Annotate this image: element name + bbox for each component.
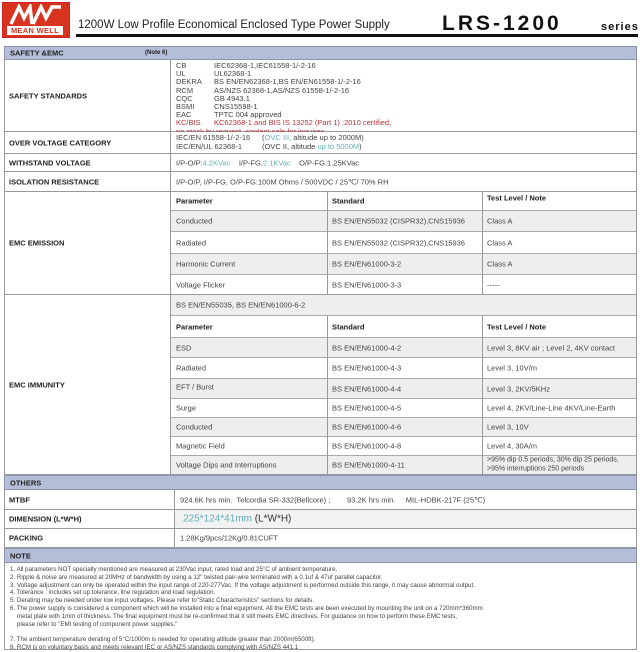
note-item: 4. Tolerance : includes set up tolerance, line regulation and load regulation.	[10, 589, 216, 597]
note-item: 1. All parameters NOT specially mentioned are measured at 230Vac input, rated load and 25°C of ambient temperature.	[10, 566, 338, 573]
note-item: 7. The ambient temperature derating of 5°C/1000m is needed for operating altitude greater than 2000m(6500ft).	[10, 636, 316, 644]
section-header-safety-emc	[4, 46, 637, 60]
section-title: SAFETY &EMC	[10, 48, 64, 58]
table-row: EFT / Burst BS EN/EN61000-4-4 Level 3, 2KV/5KHz	[171, 379, 636, 399]
section-header-others	[4, 475, 637, 490]
section-title: OTHERS	[10, 478, 42, 487]
immunity-table	[171, 316, 636, 474]
note-item: metal plate with 1mm of thickness. The final equipment must be re-confirmed that it still meets EMC directives. For guidance on how to perform these EMC tests,	[10, 612, 457, 620]
notes-list	[4, 562, 637, 650]
section-header-note	[4, 548, 637, 563]
note-item: 8. RCM is on voluntary basis and meets relevant IEC or AS/NZS standards complying with AS/NZS 441.1	[10, 643, 299, 651]
row-dimension	[4, 510, 637, 529]
row-label: EMC IMMUNITY	[9, 380, 65, 389]
table-row: Radiated BS EN/EN61000-4-3 Level 3, 10V/m	[171, 358, 636, 379]
title-bar	[76, 12, 639, 37]
packing-value: 1.28Kg/9pcs/12Kg/0.81CUFT	[180, 533, 278, 543]
row-label: SAFETY STANDARDS	[9, 91, 88, 100]
dimension-value: 225*124*41mm (L*W*H)	[183, 513, 292, 525]
mtbf-value: 924.6K hrs min. Telcordia SR-332(Bellcore) ; 93.2K hrs min. MIL-HDBK-217F (25℃)	[180, 495, 486, 504]
list-item: EAC TPTC 004 approved	[176, 110, 282, 120]
row-packing	[4, 529, 637, 548]
over-voltage-value: IEC/EN 61558-1/-2-16 (OVC III, altitude up to 2000M) IEC/EN/UL 62368-1 (OVC II, altitude up to 5000M)	[176, 133, 364, 151]
row-label: OVER VOLTAGE CATEGORY	[9, 138, 112, 147]
model-name: LRS-1200	[442, 12, 562, 35]
withstand-voltage-value: I/P-O/P:4.2KVac I/P-FG:2.1KVac O/P-FG:1.25KVac	[176, 158, 360, 167]
immunity-standards: BS EN/EN55035, BS EN/EN61000-6-2	[171, 295, 636, 316]
isolation-value: I/P-O/P, I/P-FG, O/P-FG:100M Ohms / 500VDC / 25℃/ 70% RH	[176, 177, 389, 186]
logo-brand-text: MEAN WELL	[7, 26, 63, 35]
row-label: PACKING	[9, 533, 44, 543]
row-label: DIMENSION (L*W*H)	[9, 514, 82, 524]
product-subtitle: 1200W Low Profile Economical Enclosed Type Power Supply	[78, 19, 390, 31]
note-item: 2. Ripple & noise are measured at 20MHz of bandwidth by using a 12" twisted pair-wire terminated with a 0.1uf & 47uf parallel capacitor.	[10, 573, 383, 581]
table-row: Magnetic Field BS EN/EN61000-4-8 Level 4, 30A/m	[171, 437, 636, 456]
row-over-voltage-category	[4, 132, 637, 154]
row-withstand-voltage	[4, 154, 637, 172]
table-row: Harmonic Current BS EN/EN61000-3-2 Class A	[171, 254, 636, 275]
section-note: (Note 6)	[145, 50, 168, 56]
table-row: Conducted BS EN/EN61000-4-6 Level 3, 10V	[171, 418, 636, 437]
row-emc-immunity	[4, 295, 637, 475]
emission-table	[171, 192, 636, 294]
list-item: RCM AS/NZS 62368-1,AS/NZS 61558-1/-2-16	[176, 85, 350, 95]
table-row: Surge BS EN/EN61000-4-5 Level 4, 2KV/Line-Line 4KV/Line-Earth	[171, 399, 636, 418]
section-title: NOTE	[10, 551, 31, 560]
table-header-row: Parameter Standard Test Level / Note	[171, 316, 636, 338]
row-mtbf	[4, 490, 637, 510]
table-row: Voltage Dips and Interruptions BS EN/EN61000-4-11 >95% dip 0.5 periods, 30% dip 25 periods, >95% interruptions 250 periods	[171, 456, 636, 474]
row-label: MTBF	[9, 495, 30, 504]
series-label: series	[601, 21, 639, 33]
list-item: KC/BIS KC62368-1 and BIS IS 13252 (Part 1) :2010 certified,	[176, 118, 392, 128]
table-row: Radiated BS EN/EN55032 (CISPR32),CNS15936 Class A	[171, 232, 636, 254]
row-emc-emission	[4, 192, 637, 295]
safety-standards-list	[176, 62, 391, 136]
list-item: DEKRA BS EN/EN62368-1,BS EN/EN61558-1/-2-16	[176, 77, 361, 87]
row-label: EMC EMISSION	[9, 238, 65, 248]
row-label: ISOLATION RESISTANCE	[9, 177, 100, 186]
note-item: 3. Voltage adjustment can only be operated within the input range of 220-277Vac. If the voltage adjustment is performed outside this range, it may cause abnormal output.	[10, 581, 475, 589]
row-isolation-resistance	[4, 172, 637, 192]
mean-well-logo	[2, 2, 70, 38]
table-row: ESD BS EN/EN61000-4-2 Level 3, 8KV air ; Level 2, 4KV contact	[171, 338, 636, 358]
note-item: please refer to "EMI testing of component power supplies."	[10, 620, 178, 628]
table-header-row: Parameter Standard Test Level / Note	[171, 192, 636, 211]
list-item: CQC GB 4943.1	[176, 93, 250, 103]
row-safety-standards	[4, 60, 637, 132]
list-item: BSMI CNS15598-1	[176, 102, 258, 112]
note-item: 6. The power supply is considered a component which will be installed into a final equipment. All the EMC tests are been executed by mounting the unit on a 720mm*360mm	[10, 604, 483, 612]
table-row: Voltage Flicker BS EN/EN61000-3-3 -----	[176, 280, 500, 289]
mw-logo-icon	[9, 4, 63, 26]
note-spacer	[10, 628, 636, 636]
table-row: Conducted BS EN/EN55032 (CISPR32),CNS15936 Class A	[171, 211, 636, 232]
row-label: WITHSTAND VOLTAGE	[9, 158, 91, 167]
note-item: 5. Derating may be needed under low input voltages. Please refer to"Static Characteristics" sections for details.	[10, 597, 314, 605]
list-item: CB IEC62368-1,IEC61558-1/-2-16	[176, 61, 316, 70]
list-item: UL UL62368-1	[176, 69, 252, 79]
